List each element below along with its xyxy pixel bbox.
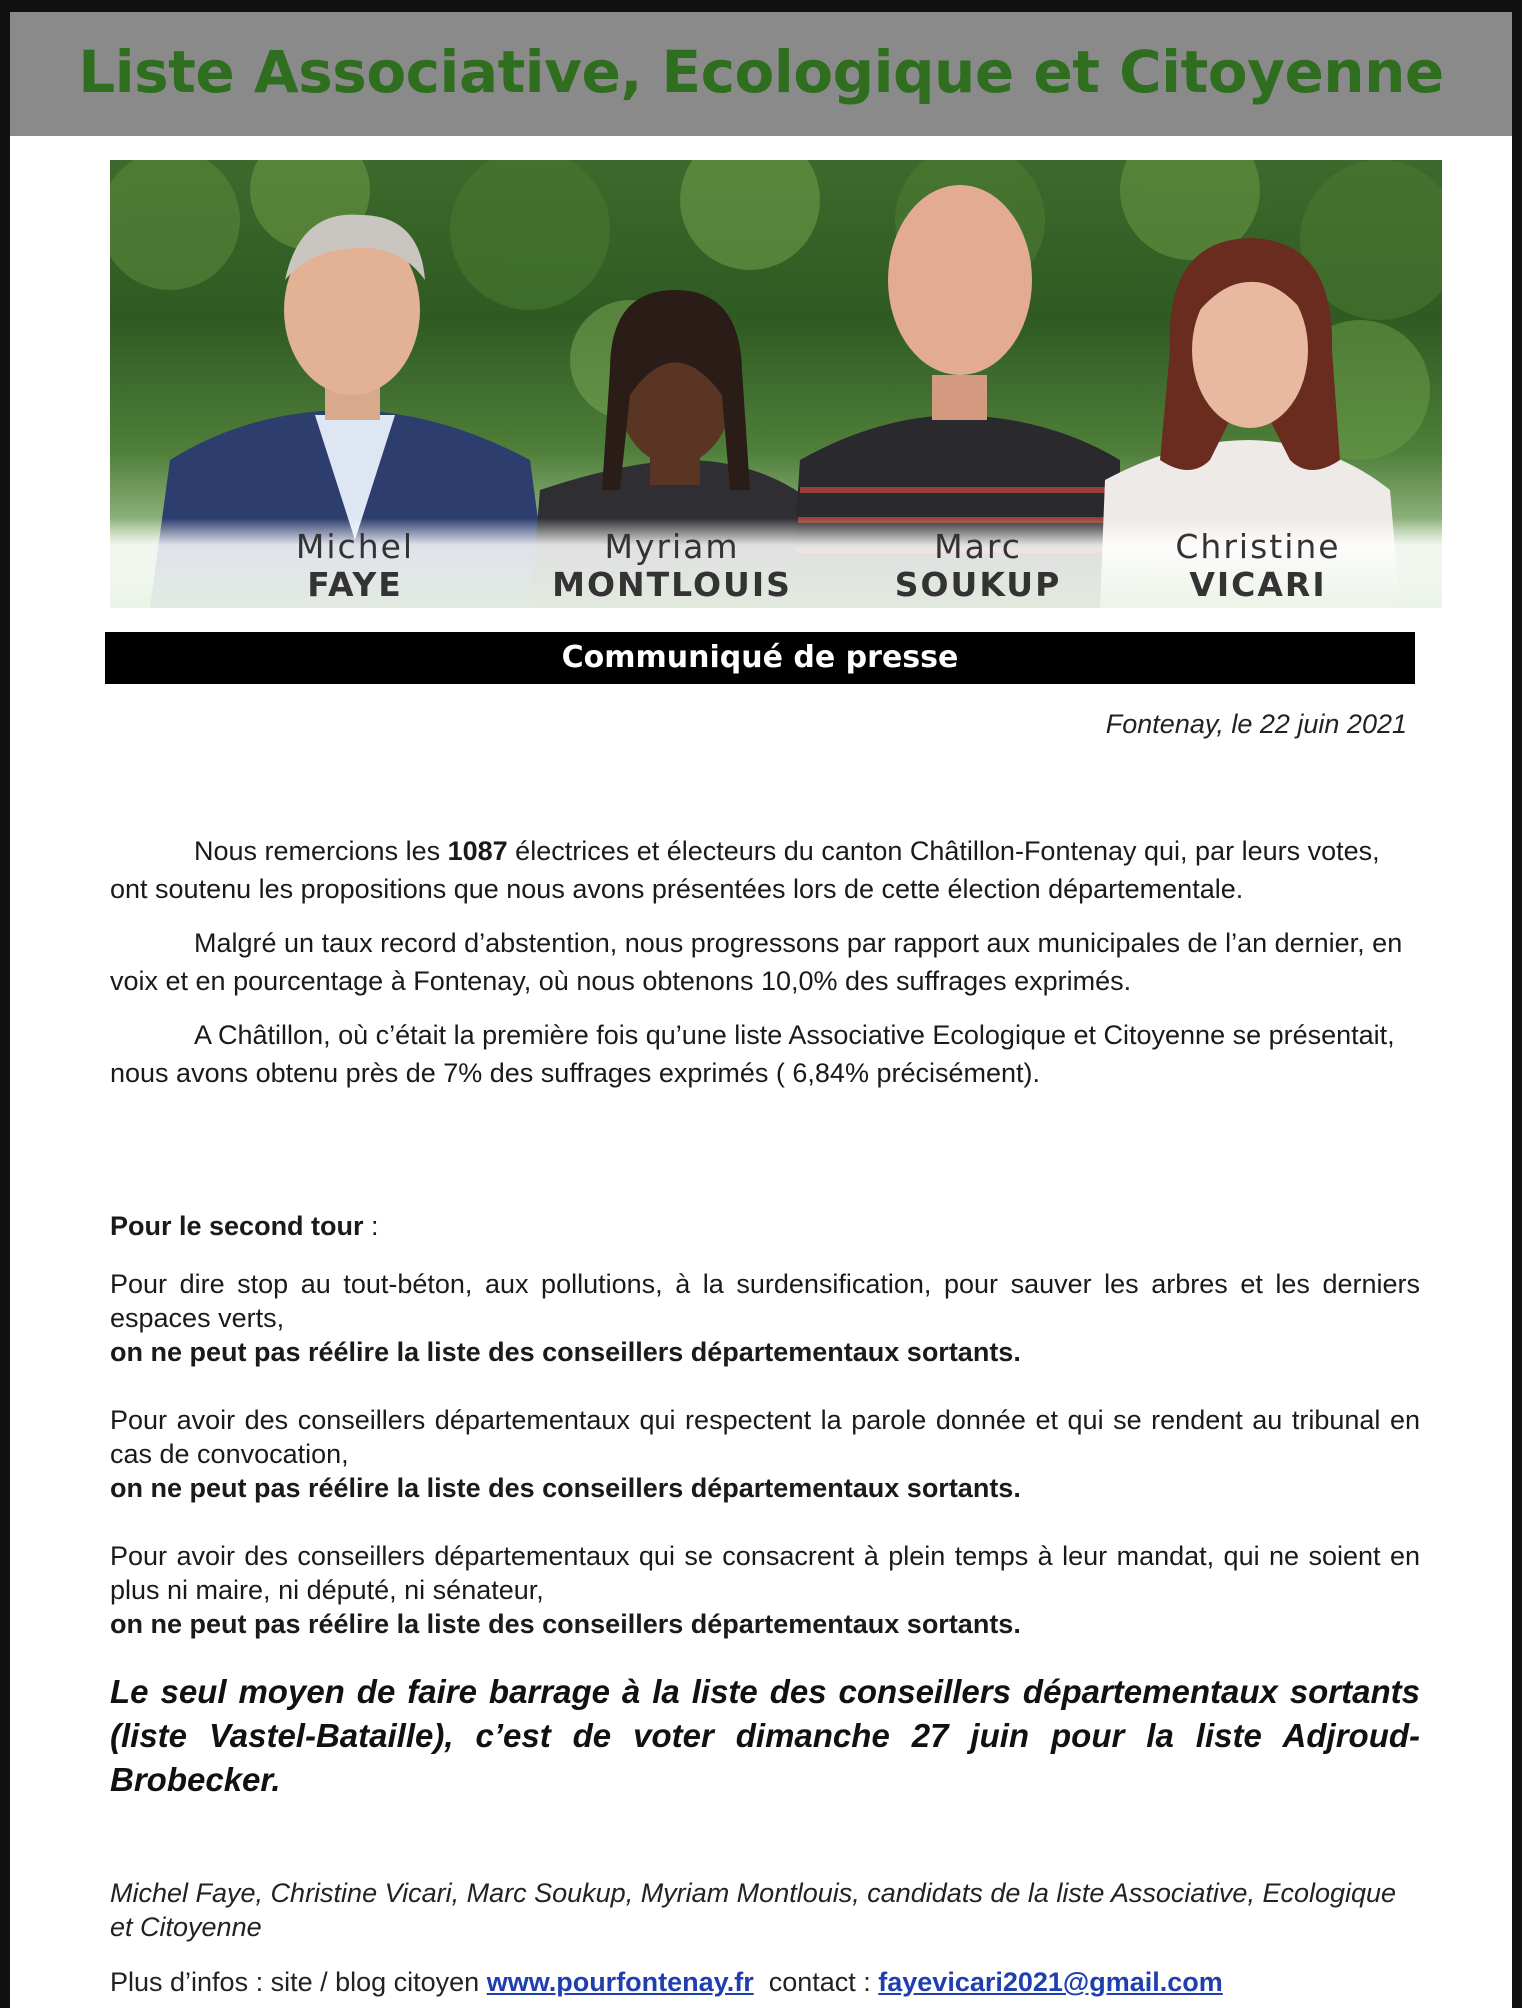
signature: Michel Faye, Christine Vicari, Marc Soukup, Myriam Montlouis, candidats de la liste Associative, Ecologique et Citoyenne xyxy=(110,1878,1397,1942)
page-title: Liste Associative, Ecologique et Citoyenne xyxy=(78,38,1444,106)
candidate-last-name: VICARI xyxy=(1189,565,1327,604)
reason-2: Pour avoir des conseillers départementaux qui respectent la parole donnée et qui se rendent au tribunal en cas de convocation, xyxy=(110,1405,1420,1469)
candidate-name-1 xyxy=(205,528,505,604)
candidate-last-name: FAYE xyxy=(307,565,403,604)
candidate-first-name: Myriam xyxy=(604,527,740,566)
intro-paragraphs xyxy=(110,832,1420,1092)
contact-line: Plus d’infos : site / blog citoyen www.pourfontenay.fr contact : fayevicari2021@gmail.com xyxy=(110,1967,1223,1997)
reason-1: Pour dire stop au tout-béton, aux pollutions, à la surdensification, pour sauver les arbres et les derniers espaces verts, xyxy=(110,1269,1420,1333)
candidate-name-2 xyxy=(522,528,822,604)
paragraph-thanks: Nous remercions les 1087 électrices et électeurs du canton Châtillon-Fontenay qui, par leurs votes, ont soutenu les propositions que nous avons présentées lors de cette élection départementale. xyxy=(110,836,1380,904)
candidate-first-name: Michel xyxy=(295,527,415,566)
candidate-name-3 xyxy=(828,528,1128,604)
candidate-names-strip xyxy=(110,518,1442,608)
second-tour-heading: Pour le second tour : xyxy=(110,1211,379,1241)
candidates-photo xyxy=(110,160,1442,608)
candidate-first-name: Marc xyxy=(934,527,1022,566)
website-link[interactable]: www.pourfontenay.fr xyxy=(486,1967,754,1997)
voter-count: 1087 xyxy=(447,836,508,866)
candidate-name-4 xyxy=(1108,528,1408,604)
paragraph-chatillon: A Châtillon, où c’était la première fois qu’une liste Associative Ecologique et Citoyenne se présentait, nous avons obtenu près de 7% des suffrages exprimés ( 6,84% précisément). xyxy=(110,1020,1395,1088)
candidate-last-name: SOUKUP xyxy=(894,565,1062,604)
reason-3: Pour avoir des conseillers départementaux qui se consacrent à plein temps à leur mandat, qui ne soient en plus ni maire, ni député, ni sénateur, xyxy=(110,1541,1420,1605)
press-release-page xyxy=(10,12,1512,2008)
release-date: Fontenay, le 22 juin 2021 xyxy=(1105,709,1407,739)
paragraph-progress: Malgré un taux record d’abstention, nous progressons par rapport aux municipales de l’an dernier, en voix et en pourcentage à Fontenay, où nous obtenons 10,0% des suffrages exprimés. xyxy=(110,928,1403,996)
closing-statement: Le seul moyen de faire barrage à la liste des conseillers départementaux sortants (liste Vastel-Bataille), c’est de voter dimanche 27 juin pour la liste Adjroud-Brobecker. xyxy=(110,1673,1420,1798)
press-release-heading: Communiqué de presse xyxy=(105,632,1415,684)
email-link[interactable]: fayevicari2021@gmail.com xyxy=(878,1967,1223,1997)
refrain-3: on ne peut pas réélire la liste des conseillers départementaux sortants. xyxy=(110,1609,1021,1639)
title-banner xyxy=(10,12,1512,136)
refrain-1: on ne peut pas réélire la liste des conseillers départementaux sortants. xyxy=(110,1337,1021,1367)
candidate-first-name: Christine xyxy=(1175,527,1341,566)
candidate-last-name: MONTLOUIS xyxy=(552,565,792,604)
second-tour-section xyxy=(110,1207,1420,1641)
refrain-2: on ne peut pas réélire la liste des conseillers départementaux sortants. xyxy=(110,1473,1021,1503)
